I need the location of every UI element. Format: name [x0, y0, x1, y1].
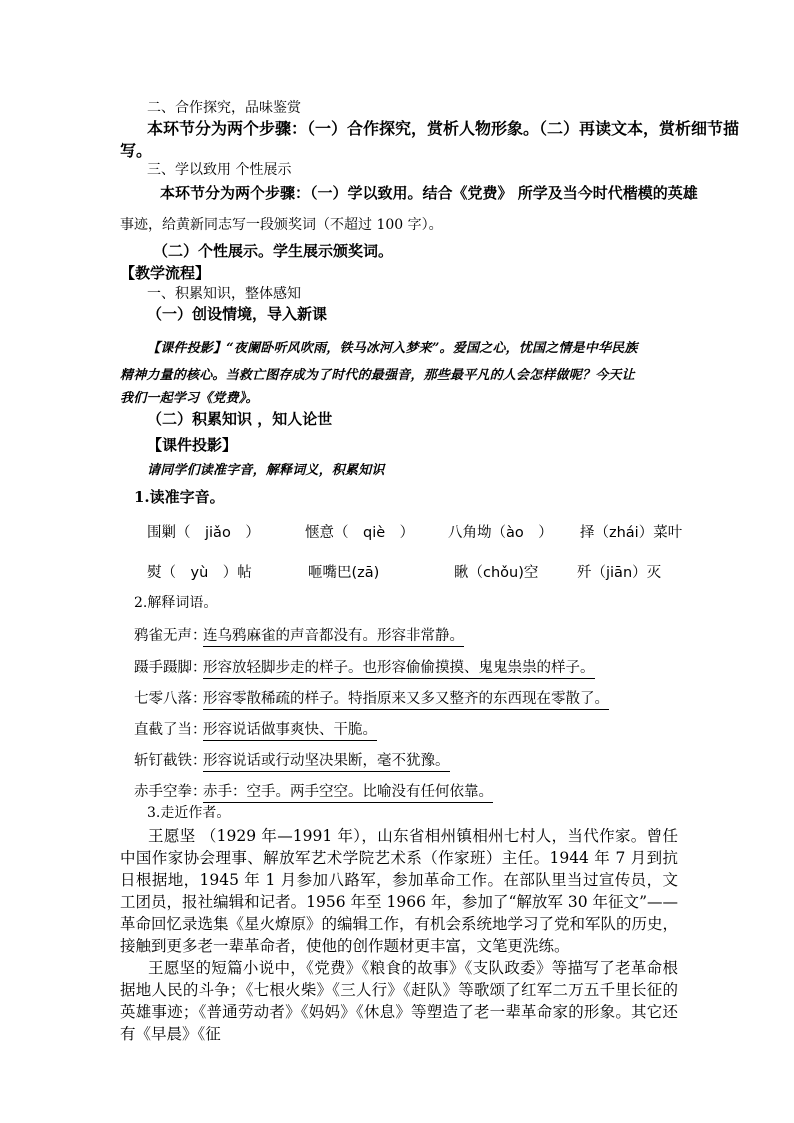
sub-heading-1: （一）创设情境，导入新课: [147, 305, 328, 323]
vocab-definition: 连乌鸦麻雀的声音都没有。形容非常静。: [203, 624, 464, 647]
part-1-heading: 一、积累知识，整体感知: [147, 286, 301, 302]
pronunciation-item: 惬意（ qiè ）: [305, 525, 415, 541]
pronunciation-title: 1.读准字音。: [134, 488, 225, 506]
author-paragraph-2: 王愿坚的短篇小说中，《党费》《粮食的故事》《支队政委》等描写了老革命根据地人民的斗争；《七根火柴》《三人行》《赶队》等歌颂了红军二万五千里长征的英雄事迹；《普通劳动者》《妈妈》《休息》等塑造了老一辈革命家的形象。其它还有《早晨》《征: [120, 959, 678, 1043]
pronunciation-item: 歼（jiān）灭: [577, 565, 662, 581]
vocab-term: 鸦雀无声：: [134, 628, 207, 644]
vocab-definition: 形容说话做事爽快、干脆。: [203, 718, 377, 741]
vocab-definition: 形容说话或行动坚决果断，毫不犹豫。: [203, 749, 450, 772]
vocab-term: 蹑手蹑脚：: [134, 660, 207, 676]
vocab-definition: 形容零散稀疏的样子。特指原来又多又整齐的东西现在零散了。: [203, 687, 609, 710]
pronunciation-item: 围剿（ jiǎo ）: [147, 525, 260, 541]
vocab-term: 直截了当：: [134, 722, 207, 738]
sub-heading-2: （二）积累知识 ，知人论世: [147, 410, 333, 428]
section-2-body-line2: 写。: [120, 141, 153, 160]
pronunciation-item: 熨（ yù ）帖: [147, 565, 252, 581]
vocab-title: 2.解释词语。: [134, 595, 218, 611]
pronunciation-item: 咂嘴巴(zā): [308, 565, 380, 581]
projection-1-line1: 【课件投影】“夜阑卧听风吹雨，铁马冰河入梦来”。爱国之心，忧国之情是中华民族: [147, 341, 638, 356]
section-heading-3: 三、学以致用 个性展示: [147, 162, 292, 178]
instruction-text: 请同学们读准字音，解释词义，积累知识: [147, 463, 385, 478]
vocab-definition: 赤手：空手。两手空空。比喻没有任何依靠。: [203, 780, 493, 803]
pronunciation-item: 择（zhái）菜叶: [580, 525, 683, 541]
vocab-definition: 形容放轻脚步走的样子。也形容偷偷摸摸、鬼鬼祟祟的样子。: [203, 656, 595, 679]
pronunciation-item: 八角坳（ào ）: [448, 525, 553, 541]
author-paragraph-1: 王愿坚 （1929 年—1991 年），山东省相州镇相州七村人，当代作家。曾任中国作家协会理事、解放军艺术学院艺术系（作家班）主任。1944 年 7 月到抗日根据地，1945 年 1 月参加八路军，参加革命工作。在部队里当过宣传员，文工团员，报社编辑和记者。1956 年至 1966 年，参加了“解放军 30 年征文”——革命回忆录选集《星火燎原》的编辑工作，有机会系统地学习了党和军队的历史，接触到更多老一辈革命者，使他的创作题材更丰富，文笔更洗练。: [120, 827, 679, 955]
teaching-flow-title: 【教学流程】: [120, 264, 211, 282]
projection-2-label: 【课件投影】: [147, 436, 238, 454]
section-heading-2: 二、合作探究，品味鉴赏: [147, 100, 301, 116]
vocab-term: 斩钉截铁：: [134, 753, 207, 769]
author-title: 3.走近作者。: [147, 805, 231, 821]
section-3-body-line1: 本环节分为两个步骤：（一）学以致用。结合《党费》 所学及当今时代楷模的英雄: [160, 184, 698, 202]
section-2-body-line1: 本环节分为两个步骤：（一）合作探究，赏析人物形象。（二）再读文本，赏析细节描: [147, 119, 740, 138]
section-3-step2: （二）个性展示。学生展示颁奖词。: [153, 242, 394, 260]
vocab-term: 赤手空拳：: [134, 784, 207, 800]
vocab-term: 七零八落：: [134, 691, 207, 707]
section-3-body-line2: 事迹，给黄新同志写一段颁奖词（不超过 100 字）。: [120, 217, 443, 233]
pronunciation-item: 瞅（chǒu)空: [454, 565, 539, 581]
projection-1-line2: 精神力量的核心。当救亡图存成为了时代的最强音，那些最平凡的人会怎样做呢？今天让: [120, 368, 635, 383]
projection-1-line3: 我们一起学习《党费》。: [120, 391, 259, 406]
